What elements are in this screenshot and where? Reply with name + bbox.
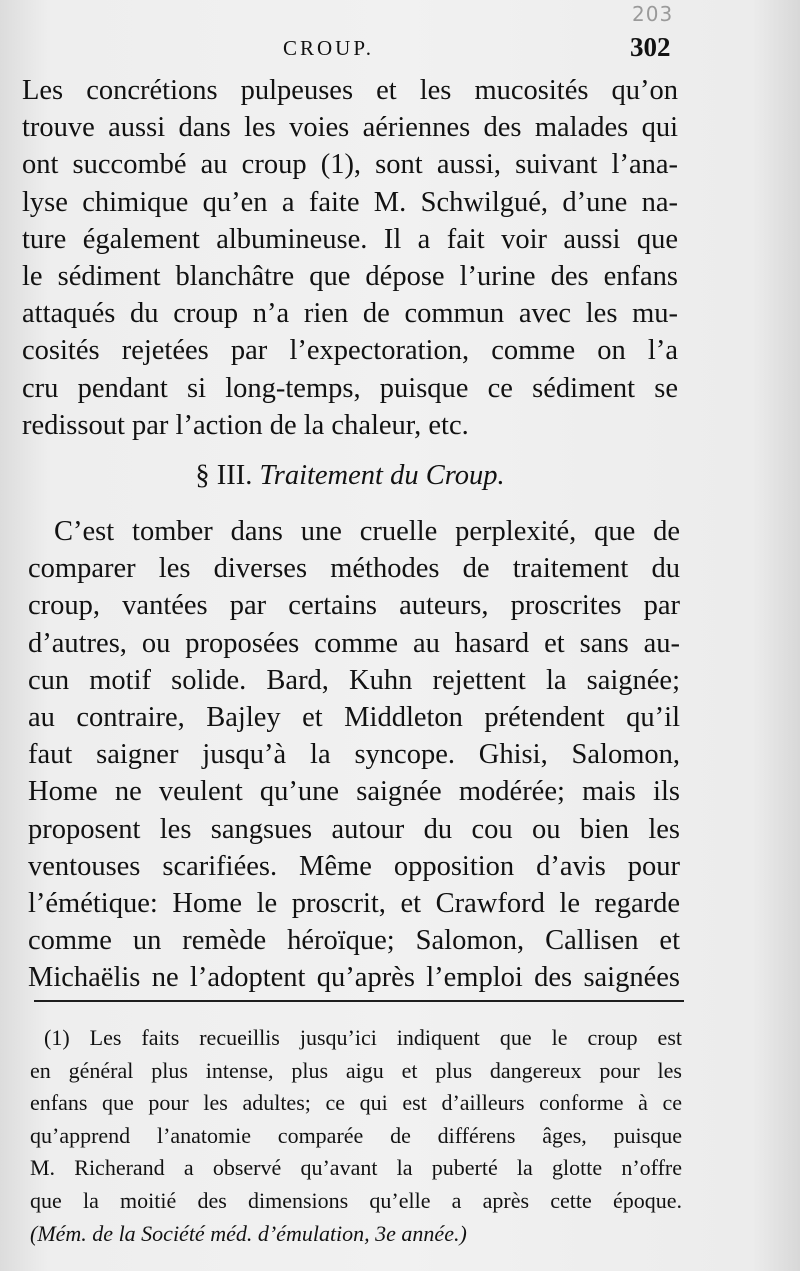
- text-line: trouve aussi dans les voies aériennes des malades qui: [22, 112, 678, 144]
- pencil-folio-mark: 203: [632, 2, 674, 26]
- text-line: au contraire, Bajley et Middleton prétendent qu’il: [28, 701, 680, 733]
- running-title: CROUP.: [283, 36, 374, 60]
- text-line: croup, vantées par certains auteurs, proscrites par: [28, 590, 680, 622]
- section-title: Traitement du Croup.: [259, 460, 505, 491]
- text-line: lyse chimique qu’en a faite M. Schwilgué, d’une na-: [22, 186, 678, 218]
- text-line: cru pendant si long-temps, puisque ce sédiment se: [22, 372, 678, 404]
- text-line: faut saigner jusqu’à la syncope. Ghisi, Salomon,: [28, 739, 680, 771]
- text-line: l’émétique: Home le proscrit, et Crawford le regarde: [28, 887, 680, 919]
- text-line: Les concrétions pulpeuses et les mucosités qu’on: [22, 75, 678, 106]
- footnote-line: en général plus intense, plus aigu et plus dangereux pour les: [30, 1057, 682, 1083]
- text-line: Michaëlis ne l’adoptent qu’après l’emploi des saignées: [28, 962, 680, 994]
- text-line: redissout par l’action de la chaleur, etc.: [22, 409, 469, 441]
- section-number: § III.: [195, 460, 253, 491]
- paragraph-2: [28, 514, 680, 997]
- text-line: le sédiment blanchâtre que dépose l’urine des enfans: [22, 260, 678, 292]
- section-heading: [0, 460, 700, 492]
- text-line: proposent les sangsues autour du cou ou bien les: [28, 813, 680, 845]
- footnote: [30, 1022, 682, 1250]
- footnote-reference: (Mém. de la Société méd. d’émulation, 3e année.): [30, 1220, 467, 1246]
- footnote-line: qu’apprend l’anatomie comparée de différens âges, puisque: [30, 1122, 682, 1148]
- page-number: 302: [630, 32, 671, 62]
- footnote-line: que la moitié des dimensions qu’elle a après cette époque.: [30, 1187, 682, 1213]
- text-line: C’est tomber dans une cruelle perplexité, que de: [54, 516, 680, 547]
- footnote-line: M. Richerand a observé qu’avant la puberté la glotte n’offre: [30, 1155, 682, 1181]
- text-line: ont succombé au croup (1), sont aussi, suivant l’ana-: [22, 149, 678, 181]
- footnote-line: enfans que pour les adultes; ce qui est d’ailleurs conforme à ce: [30, 1090, 682, 1116]
- text-line: cun motif solide. Bard, Kuhn rejettent la saignée;: [28, 664, 680, 696]
- paragraph-1: [22, 72, 678, 444]
- footnote-rule: [34, 1000, 684, 1002]
- footnote-line: (1) Les faits recueillis jusqu’ici indiquent que le croup est: [44, 1025, 682, 1050]
- text-line: Home ne veulent qu’une saignée modérée; mais ils: [28, 776, 680, 808]
- text-line: cosités rejetées par l’expectoration, comme on l’a: [22, 335, 678, 367]
- text-line: comparer les diverses méthodes de traitement du: [28, 553, 680, 585]
- running-head: [0, 32, 800, 66]
- text-line: ventouses scarifiées. Même opposition d’avis pour: [28, 850, 680, 882]
- text-line: comme un remède héroïque; Salomon, Callisen et: [28, 925, 680, 957]
- text-line: d’autres, ou proposées comme au hasard et sans au-: [28, 627, 680, 659]
- text-line: attaqués du croup n’a rien de commun avec les mu-: [22, 298, 678, 330]
- text-line: ture également albumineuse. Il a fait voir aussi que: [22, 223, 678, 255]
